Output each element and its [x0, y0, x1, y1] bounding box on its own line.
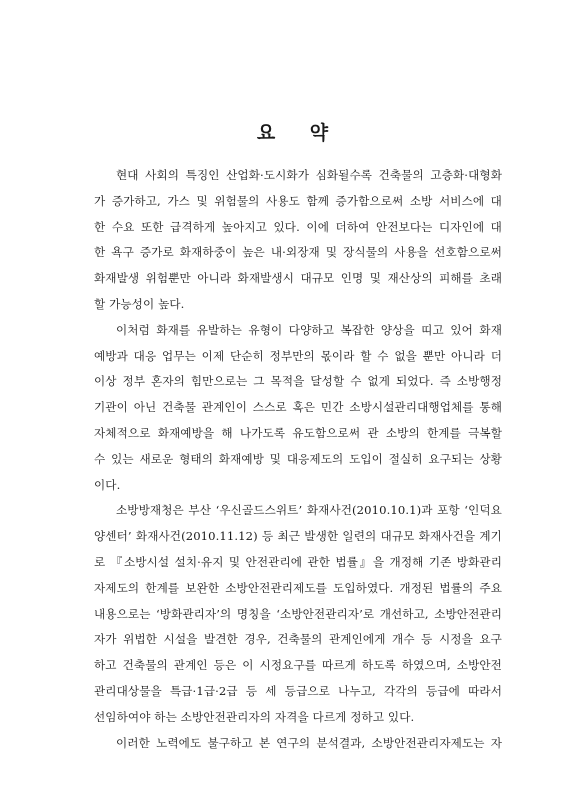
text-line: 한 수요 또한 급격하게 높아지고 있다. 이에 더하여 안전보다는 디자인에 대	[94, 219, 502, 234]
text-line: 할 가능성이 높다.	[94, 296, 185, 311]
text-line: 기관이 아닌 건축물 관계인이 스스로 혹은 민간 소방시설관리대행업체를 통해	[94, 400, 502, 415]
text-line: 선임하여야 하는 소방안전관리자의 자격을 다르게 정하고 있다.	[94, 709, 415, 724]
text-line: 한 욕구 증가로 화재하중이 높은 내·외장재 및 장식물의 사용을 선호함으로써	[94, 245, 502, 260]
text-line: 이러한 노력에도 불구하고 본 연구의 분석결과, 소방안전관리자제도는 자	[116, 735, 502, 750]
text-line: 이다.	[94, 477, 121, 492]
text-line: 로 『소방시설 설치·유지 및 안전관리에 관한 법률』을 개정해 기존 방화관리	[94, 554, 502, 569]
page-title: 요 약	[256, 122, 343, 144]
text-line: 자제도의 한계를 보완한 소방안전관리제도를 도입하였다. 개정된 법률의 주요	[94, 580, 502, 595]
text-line: 이처럼 화재를 유발하는 유형이 다양하고 복잡한 양상을 띠고 있어 화재	[116, 322, 502, 337]
text-line: 하고 건축물의 관계인 등은 이 시정요구를 따르게 하도록 하였으며, 소방안전	[94, 658, 502, 673]
text-line: 소방방재청은 부산 ‘우신골드스위트’ 화재사건(2010.10.1)과 포항 ‘인덕요	[116, 503, 502, 518]
text-line: 자가 위법한 시설을 발견한 경우, 건축물의 관계인에게 개수 등 시정을 요구	[94, 632, 502, 647]
text-line: 이상 정부 혼자의 힘만으로는 그 목적을 달성할 수 없게 되었다. 즉 소방행정	[94, 374, 502, 389]
text-line: 관리대상물을 특급·1급·2급 등 세 등급으로 나누고, 각각의 등급에 따라서	[94, 683, 502, 698]
text-line: 수 있는 새로운 형태의 화재예방 및 대응제도의 도입이 절실히 요구되는 상황	[94, 451, 502, 466]
text-line: 예방과 대응 업무는 이제 단순히 정부만의 몫이라 할 수 없을 뿐만 아니라 더	[94, 348, 502, 363]
text-line: 내용으로는 ‘방화관리자’의 명칭을 ‘소방안전관리자’로 개선하고, 소방안전관리	[94, 606, 502, 621]
text-line: 가 증가하고, 가스 및 위험물의 사용도 함께 증가함으로써 소방 서비스에 대	[94, 193, 502, 208]
summary-body	[94, 163, 502, 756]
text-line: 화재발생 위험뿐만 아니라 화재발생시 대규모 인명 및 재산상의 피해를 초래	[94, 271, 502, 286]
text-line: 양센터’ 화재사건(2010.11.12) 등 최근 발생한 일련의 대규모 화재사건을 계기	[94, 529, 502, 544]
text-line: 현대 사회의 특징인 산업화·도시화가 심화될수록 건축물의 고층화·대형화	[116, 168, 502, 182]
text-line: 자체적으로 화재예방을 해 나가도록 유도함으로써 관 소방의 한계를 극복할	[94, 425, 502, 440]
